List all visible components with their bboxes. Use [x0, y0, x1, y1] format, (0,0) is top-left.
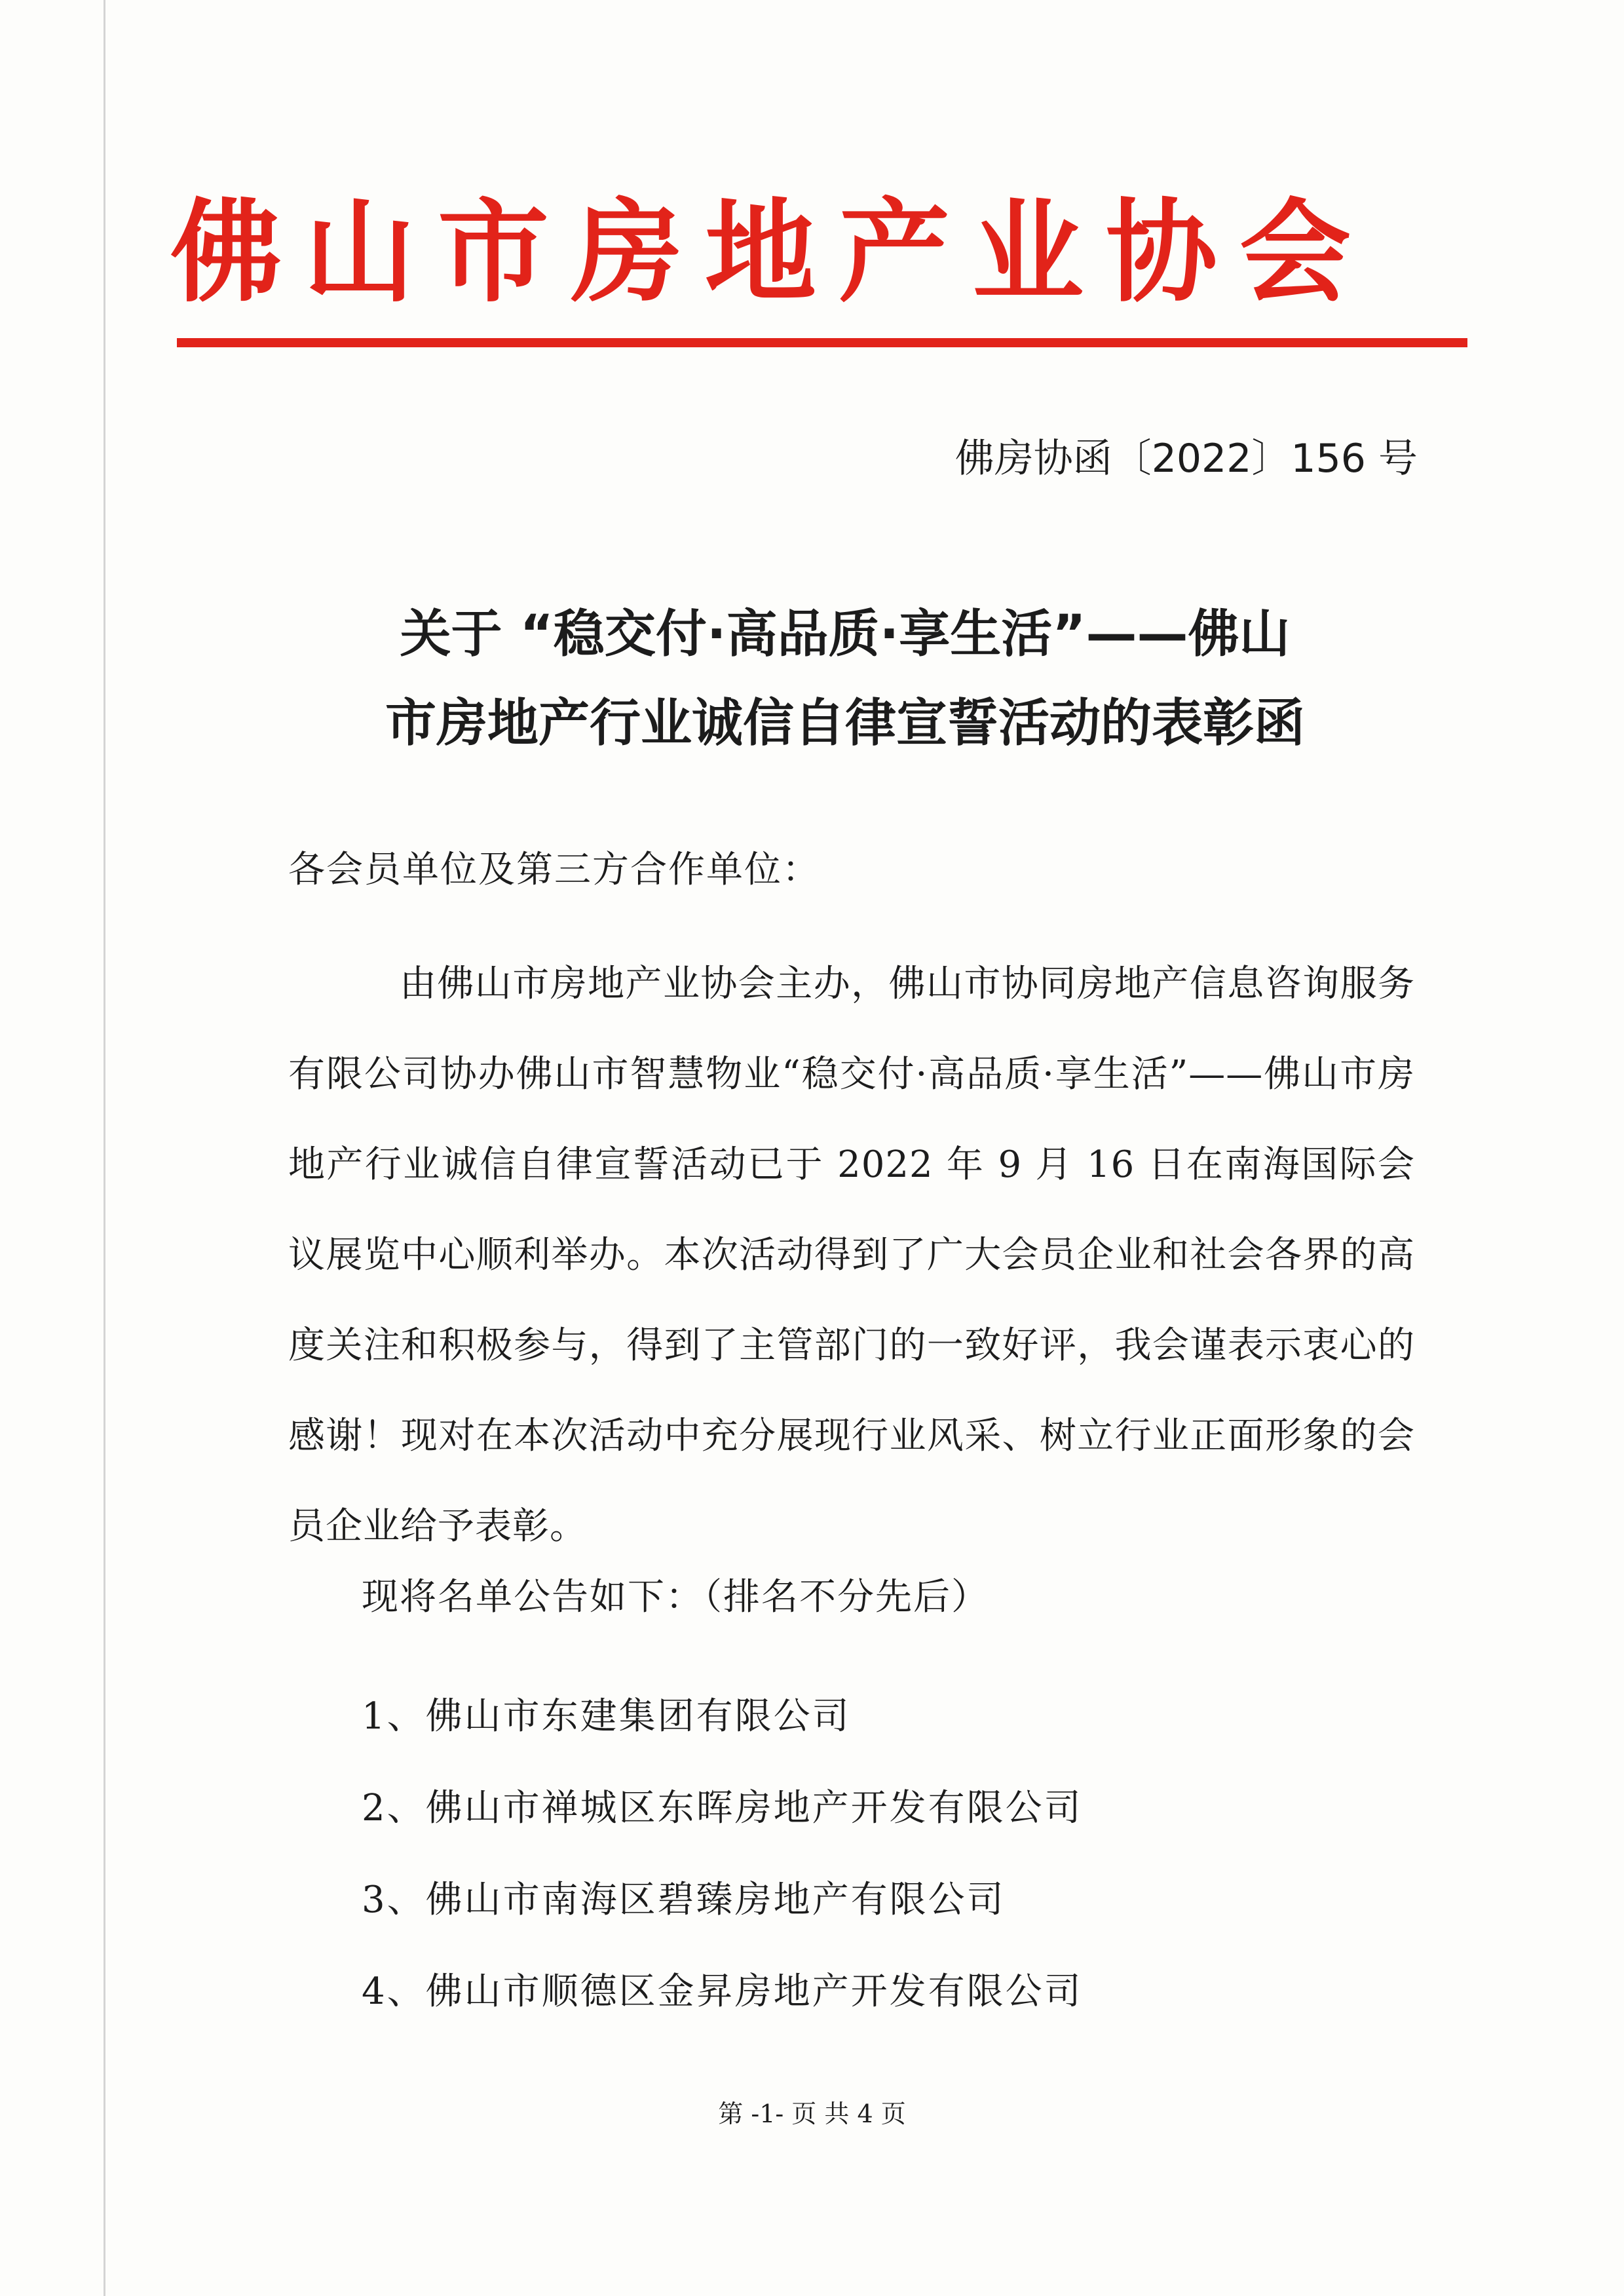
salutation: 各会员单位及第三方合作单位： — [288, 849, 820, 891]
list-item: 4、佛山市顺德区金昇房地产开发有限公司 — [362, 1970, 1083, 2013]
document-title — [275, 590, 1415, 768]
header-red-rule — [177, 338, 1467, 347]
page-indicator: 第 -1- 页 共 4 页 — [718, 2099, 906, 2128]
announcement: 现将名单公告如下：（排名不分先后） — [362, 1576, 989, 1618]
title-line-1: 关于 “稳交付·高品质·享生活”——佛山 — [400, 605, 1291, 664]
organization-header: 佛山市房地产业协会 — [170, 187, 1374, 318]
body-paragraph: 由佛山市房地产业协会主办，佛山市协同房地产信息咨询服务有限公司协办佛山市智慧物业“稳交付·高品质·享生活”——佛山市房地产行业诚信自律宣誓活动已于 2022 年 9 月 16 日在南海国际会议展览中心顺利举办。本次活动得到了广大会员企业和社会各界的高度关注和积极参与，得到了主管部门的一致好评，我会谨表示衷心的感谢！现对在本次活动中充分展现行业风采、树立行业正面形象的会员企业给予表彰。 — [288, 963, 1415, 1548]
honoree-list — [362, 1671, 1083, 2038]
list-item: 1、佛山市东建集团有限公司 — [362, 1695, 851, 1738]
list-item: 3、佛山市南海区碧臻房地产有限公司 — [362, 1879, 1006, 1921]
list-item: 2、佛山市禅城区东晖房地产开发有限公司 — [362, 1787, 1083, 1829]
scan-edge — [104, 0, 105, 2296]
title-line-2: 市房地产行业诚信自律宣誓活动的表彰函 — [385, 694, 1305, 753]
document-number: 佛房协函〔2022〕156 号 — [954, 436, 1418, 482]
